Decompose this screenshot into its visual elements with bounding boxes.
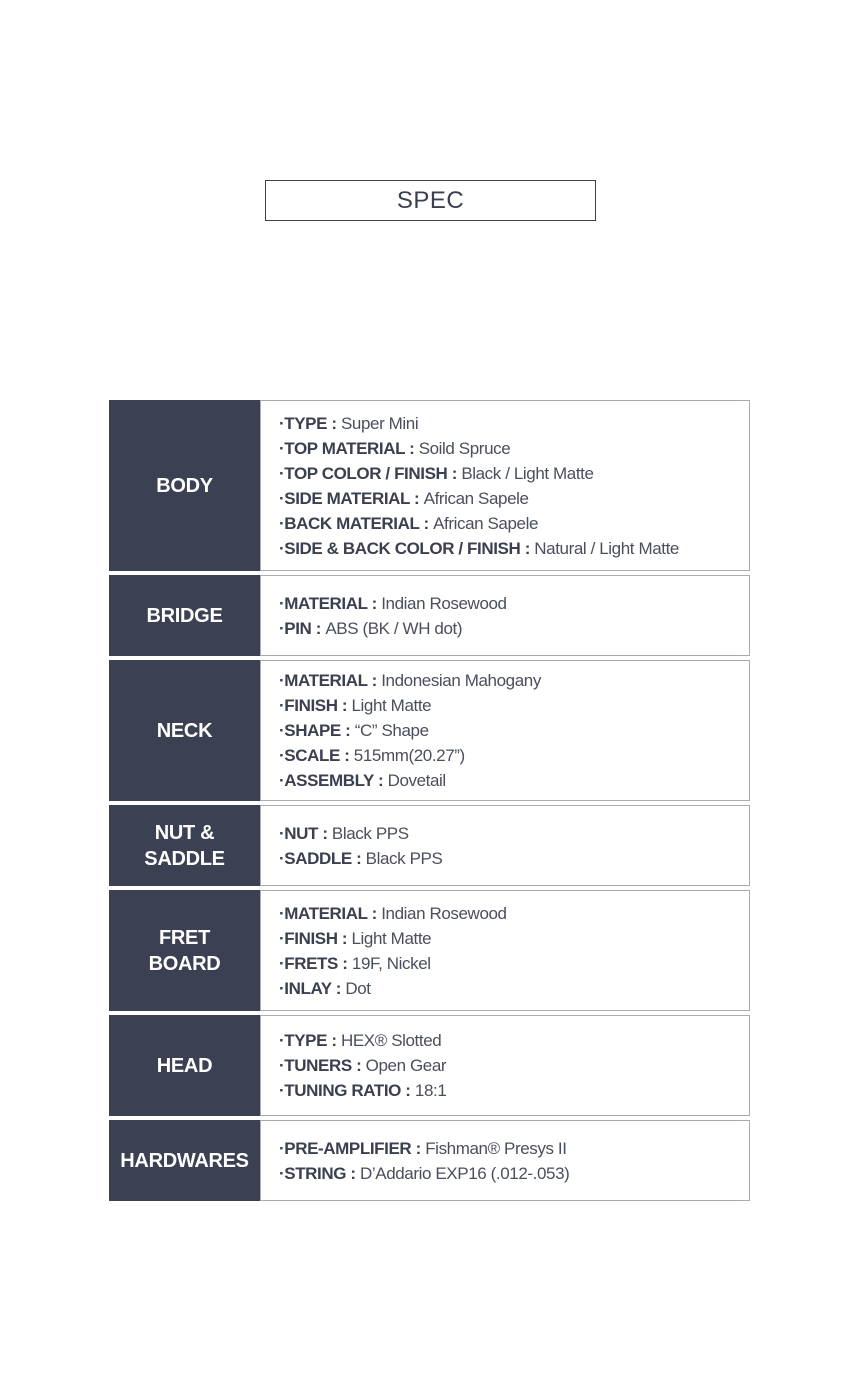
spec-row-head (109, 1015, 750, 1116)
spec-key: ·NUT : (279, 823, 332, 843)
spec-value: HEX® Slotted (340, 1031, 442, 1050)
spec-key: ·MATERIAL : (279, 593, 382, 613)
spec-value: African Sapele (433, 513, 539, 533)
spec-item (279, 461, 749, 486)
spec-value: Indian Rosewood (381, 593, 507, 613)
spec-value: African Sapele (423, 488, 529, 508)
spec-row-fret-board (109, 890, 750, 1011)
spec-row-body (109, 400, 750, 571)
spec-item (279, 1078, 749, 1103)
spec-item (279, 926, 749, 951)
spec-label-bridge: BRIDGE (109, 575, 260, 656)
spec-value: Black / Light Matte (461, 463, 594, 483)
spec-key: ·SCALE : (279, 746, 354, 765)
spec-detail-neck (260, 660, 750, 801)
spec-value: D’Addario EXP16 (.012-.053) (360, 1163, 570, 1183)
spec-value: Black PPS (365, 848, 443, 868)
spec-key: ·TOP MATERIAL : (279, 438, 419, 458)
spec-item (279, 693, 749, 718)
spec-item (279, 1161, 749, 1186)
spec-value: 19F, Nickel (351, 953, 431, 973)
spec-value: ABS (BK / WH dot) (325, 618, 463, 638)
spec-key: ·SIDE MATERIAL : (279, 488, 424, 508)
spec-value: Light Matte (351, 696, 432, 715)
spec-row-nut-saddle (109, 805, 750, 886)
spec-item (279, 976, 749, 1001)
spec-value: Dovetail (387, 771, 446, 790)
spec-item (279, 846, 749, 871)
spec-item (279, 486, 749, 511)
spec-key: ·TOP COLOR / FINISH : (279, 463, 462, 483)
spec-detail-head (260, 1015, 750, 1116)
spec-item (279, 821, 749, 846)
spec-item (279, 436, 749, 461)
spec-value: Black PPS (331, 823, 409, 843)
spec-key: ·PIN : (279, 618, 326, 638)
spec-key: ·MATERIAL : (279, 903, 382, 923)
spec-value: 18:1 (414, 1081, 447, 1100)
spec-key: ·ASSEMBLY : (279, 771, 388, 790)
spec-item (279, 1028, 749, 1053)
spec-value: Fishman® Presys II (425, 1138, 567, 1158)
spec-detail-hardwares (260, 1120, 750, 1201)
spec-key: ·PRE-AMPLIFIER : (279, 1138, 426, 1158)
spec-item (279, 901, 749, 926)
spec-key: ·INLAY : (279, 978, 346, 998)
spec-key: ·STRING : (279, 1163, 360, 1183)
spec-item (279, 591, 749, 616)
spec-item (279, 668, 749, 693)
spec-label-fret-board: FRET BOARD (109, 890, 260, 1011)
spec-key: ·TYPE : (279, 413, 341, 433)
spec-key: ·MATERIAL : (279, 671, 382, 690)
spec-row-neck (109, 660, 750, 801)
spec-value: Natural / Light Matte (534, 538, 679, 558)
spec-item (279, 511, 749, 536)
spec-item (279, 1053, 749, 1078)
spec-detail-fret-board (260, 890, 750, 1011)
spec-item (279, 616, 749, 641)
spec-key: ·FINISH : (279, 928, 352, 948)
spec-key: ·TYPE : (279, 1031, 341, 1050)
spec-key: ·SHAPE : (279, 721, 355, 740)
spec-row-bridge (109, 575, 750, 656)
spec-value: Soild Spruce (418, 438, 511, 458)
spec-label-body: BODY (109, 400, 260, 571)
spec-item (279, 718, 749, 743)
spec-key: ·SADDLE : (279, 848, 366, 868)
spec-value: Dot (345, 978, 371, 998)
spec-value: Indonesian Mahogany (381, 671, 541, 690)
spec-key: ·TUNING RATIO : (279, 1081, 415, 1100)
spec-value: “C” Shape (354, 721, 429, 740)
spec-key: ·FINISH : (279, 696, 352, 715)
spec-item (279, 1136, 749, 1161)
spec-key: ·FRETS : (279, 953, 352, 973)
spec-item (279, 411, 749, 436)
spec-detail-nut-saddle (260, 805, 750, 886)
spec-key: ·SIDE & BACK COLOR / FINISH : (279, 538, 535, 558)
spec-detail-body (260, 400, 750, 571)
spec-value: Light Matte (351, 928, 432, 948)
spec-label-neck: NECK (109, 660, 260, 801)
spec-label-head: HEAD (109, 1015, 260, 1116)
spec-detail-bridge (260, 575, 750, 656)
spec-key: ·TUNERS : (279, 1056, 366, 1075)
spec-table (109, 400, 750, 1201)
spec-label-nut-saddle: NUT & SADDLE (109, 805, 260, 886)
spec-title: SPEC (265, 180, 596, 221)
spec-value: Open Gear (365, 1056, 447, 1075)
spec-key: ·BACK MATERIAL : (279, 513, 434, 533)
spec-item (279, 951, 749, 976)
spec-row-hardwares (109, 1120, 750, 1201)
spec-item (279, 536, 749, 561)
spec-value: Indian Rosewood (381, 903, 507, 923)
spec-item (279, 768, 749, 793)
spec-value: 515mm(20.27”) (353, 746, 465, 765)
spec-value: Super Mini (340, 413, 419, 433)
spec-label-hardwares: HARDWARES (109, 1120, 260, 1201)
spec-item (279, 743, 749, 768)
